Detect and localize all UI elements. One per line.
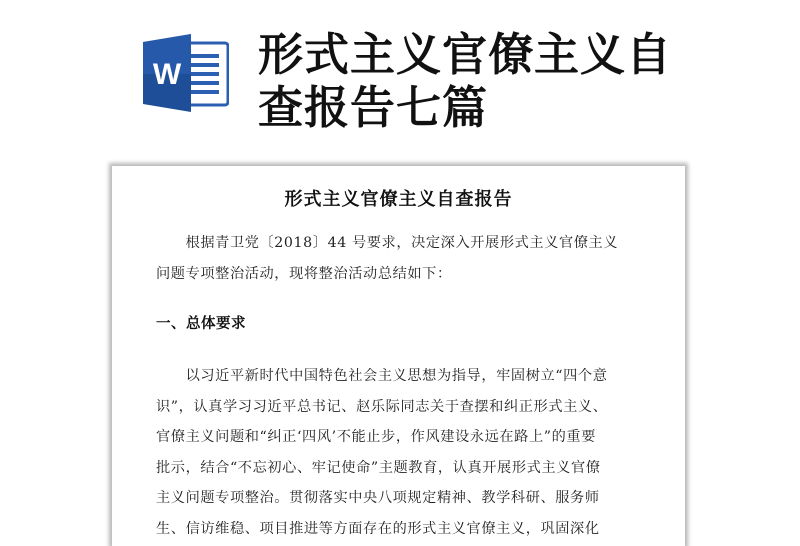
body-line: 生、信访维稳、项目推进等方面存在的形式主义官僚主义，巩固深化: [156, 520, 600, 537]
body-paragraph: [156, 361, 656, 545]
headline-line-2: 查报告七篇: [258, 81, 489, 134]
word-document-icon: [143, 34, 229, 112]
body-line: 主义问题专项整治。贯彻落实中央八项规定精神、教学科研、服务师: [156, 490, 600, 507]
section-heading: 一、总体要求: [156, 316, 246, 332]
body-line: 识”，认真学习习近平总书记、赵乐际同志关于查摆和纠正形式主义、: [156, 398, 608, 415]
page-header: [0, 0, 800, 160]
document-page: [112, 166, 685, 546]
intro-line: 问题专项整治活动，现将整治活动总结如下：: [156, 265, 452, 282]
headline: [258, 28, 688, 134]
body-line: 官僚主义问题和“纠正‘四风’不能止步，作风建设永远在路上”的重要: [156, 429, 596, 446]
word-icon-letter: W: [152, 58, 182, 91]
headline-line-1: 形式主义官僚主义自: [258, 28, 673, 81]
body-line: 批示，结合“不忘初心、牢记使命”主题教育，认真开展形式主义官僚: [156, 459, 601, 476]
body-line: 以习近平新时代中国特色社会主义思想为指导，牢固树立“四个意: [156, 368, 608, 384]
intro-paragraph: [156, 228, 656, 289]
document-title: 形式主义官僚主义自查报告: [284, 189, 513, 210]
intro-line: 根据青卫党〔2018〕44 号要求，决定深入开展形式主义官僚主义: [156, 235, 619, 251]
